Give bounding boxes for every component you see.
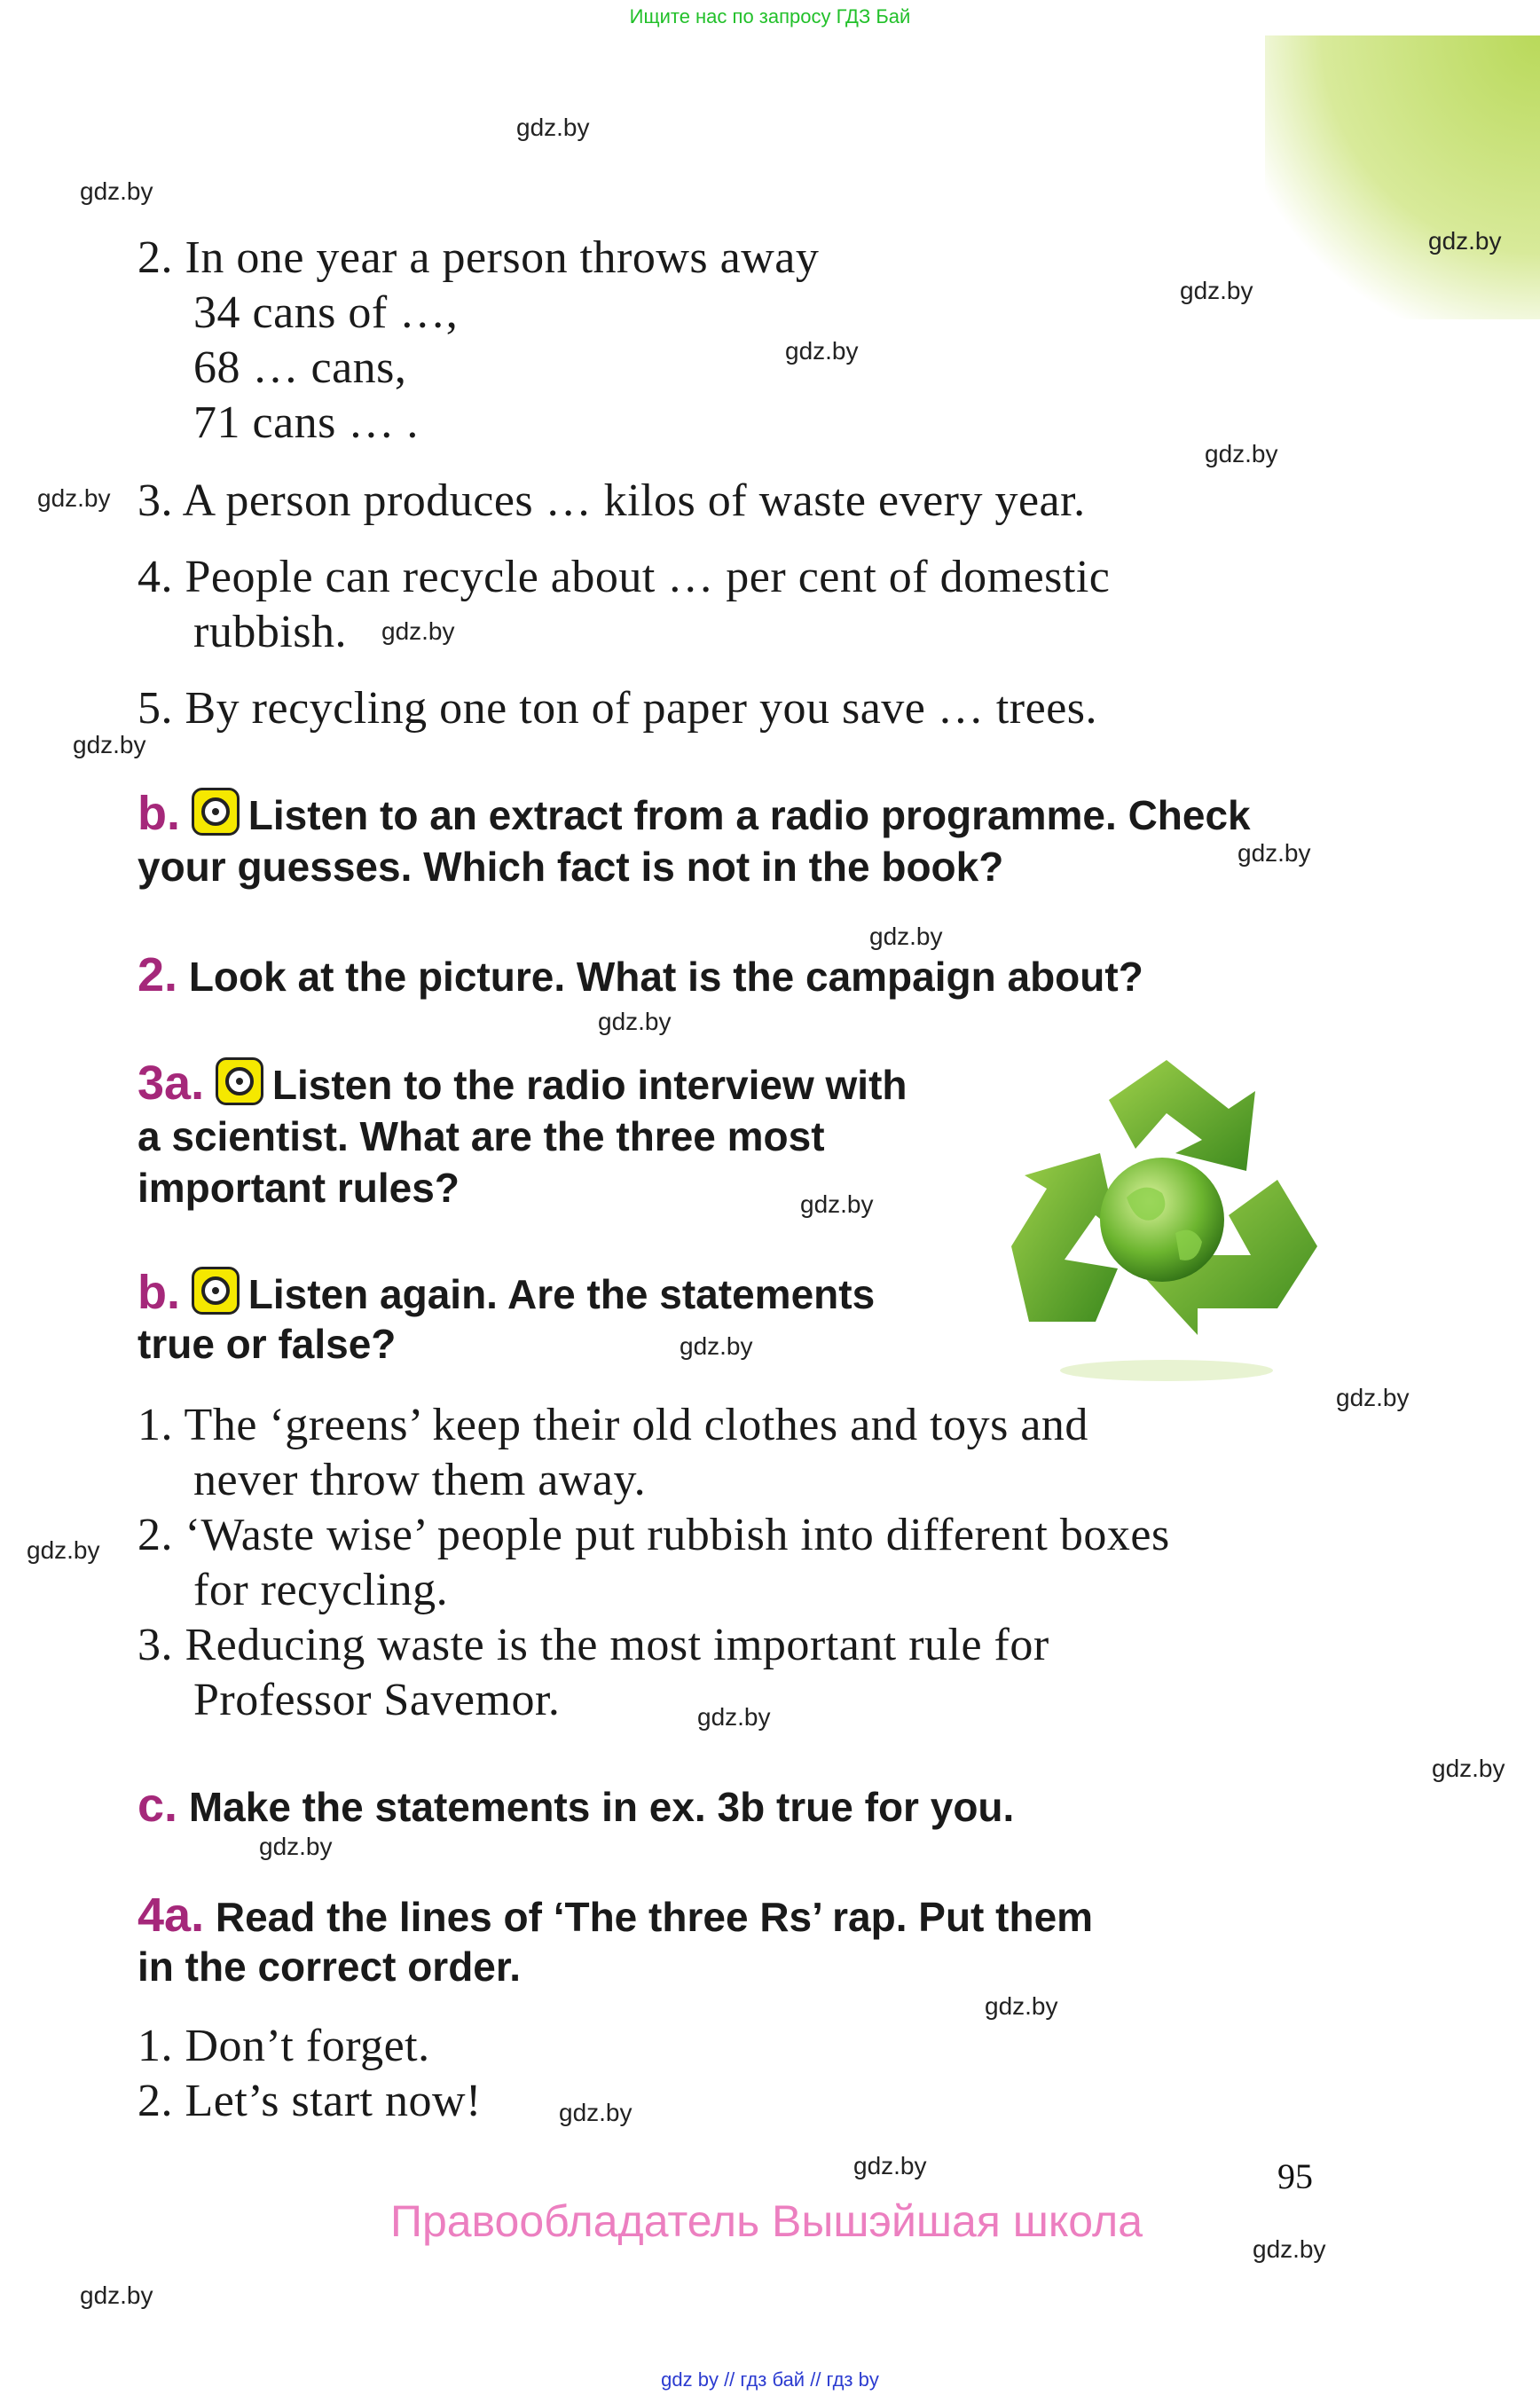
watermark: gdz.by — [381, 617, 455, 645]
ex3b-text-line2: true or false? — [138, 1321, 397, 1367]
watermark: gdz.by — [80, 177, 153, 205]
watermark: gdz.by — [680, 1332, 753, 1360]
watermark: gdz.by — [1428, 227, 1502, 255]
watermark: gdz.by — [80, 2281, 153, 2309]
watermark: gdz.by — [853, 2152, 927, 2179]
corner-decoration — [1265, 35, 1540, 319]
ex4a-text-line2: in the correct order. — [138, 1944, 522, 1990]
watermark: gdz.by — [785, 337, 859, 365]
ex1-item5: 5. By recycling one ton of paper you save … trees. — [138, 683, 1098, 734]
statement-2-line2: for recycling. — [193, 1565, 449, 1615]
ex3a-text-line3: important rules? — [138, 1165, 460, 1211]
top-banner[interactable]: Ищите нас по запросу ГДЗ Бай — [629, 5, 911, 27]
watermark: gdz.by — [1205, 440, 1278, 467]
ex1-item3: 3. A person produces … kilos of waste every year. — [138, 475, 1086, 526]
ex3c-instruction — [138, 1779, 1014, 1833]
watermark: gdz.by — [697, 1703, 771, 1731]
ex3a-label: 3a. — [138, 1056, 205, 1110]
ex1-item2-line1: 2. In one year a person throws away — [138, 232, 820, 283]
ex3a-text-line1: Listen to the radio interview with — [271, 1062, 908, 1108]
ex4a-text-line1: Read the lines of ‘The three Rs’ rap. Put them — [215, 1894, 1094, 1940]
ex1b-instruction — [138, 788, 1251, 841]
ex1b-text-line1: Listen to an extract from a radio programme. Check — [248, 792, 1251, 838]
watermark: gdz.by — [516, 114, 590, 141]
bottom-links[interactable]: gdz by // гдз бай // гдз by — [661, 2368, 879, 2391]
watermark: gdz.by — [27, 1536, 100, 1564]
ex1-item4-line2: rubbish. — [193, 607, 347, 657]
ex3c-text: Make the statements in ex. 3b true for you. — [188, 1784, 1015, 1830]
statement-3-line2: Professor Savemor. — [193, 1675, 561, 1725]
cd-audio-icon[interactable] — [192, 1267, 240, 1315]
cd-audio-icon[interactable] — [216, 1057, 263, 1105]
cd-audio-icon[interactable] — [192, 788, 240, 836]
ex3c-label: c. — [138, 1779, 178, 1832]
rap-line-2: 2. Let’s start now! — [138, 2076, 482, 2126]
ex3a-text-line2: a scientist. What are the three most — [138, 1113, 825, 1159]
statement-1-line2: never throw them away. — [193, 1455, 647, 1505]
watermark: gdz.by — [37, 484, 111, 512]
ex4a-instruction — [138, 1889, 1093, 1943]
ex1b-text-line2: your guesses. Which fact is not in the book? — [138, 844, 1004, 890]
ex1-item2-line4: 71 cans … . — [193, 397, 419, 448]
watermark: gdz.by — [559, 2099, 632, 2126]
ex3b-instruction — [138, 1267, 875, 1320]
watermark: gdz.by — [1432, 1755, 1505, 1782]
page-number: 95 — [1277, 2156, 1313, 2196]
statement-3-line1: 3. Reducing waste is the most important rule for — [138, 1620, 1049, 1670]
watermark: gdz.by — [259, 1833, 333, 1860]
ex4a-label: 4a. — [138, 1889, 205, 1942]
rap-line-1: 1. Don’t forget. — [138, 2021, 430, 2071]
ex1-item4-line1: 4. People can recycle about … per cent of domestic — [138, 552, 1111, 602]
watermark: gdz.by — [1180, 277, 1253, 304]
statement-2-line1: 2. ‘Waste wise’ people put rubbish into different boxes — [138, 1510, 1170, 1560]
ex2-label: 2. — [138, 948, 178, 1001]
ex1-item2-line3: 68 … cans, — [193, 342, 407, 393]
copyright-footer: Правообладатель Вышэйшая школа — [390, 2196, 1143, 2246]
watermark: gdz.by — [1238, 839, 1311, 867]
watermark: gdz.by — [985, 1992, 1058, 2020]
ex3a-instruction — [138, 1057, 908, 1111]
recycle-globe-image — [1011, 1056, 1322, 1384]
watermark: gdz.by — [869, 923, 943, 950]
statement-1-line1: 1. The ‘greens’ keep their old clothes and toys and — [138, 1400, 1088, 1450]
watermark: gdz.by — [598, 1008, 672, 1035]
ex2-instruction — [138, 949, 1143, 1002]
ex2-text: Look at the picture. What is the campaign about? — [188, 954, 1143, 1000]
watermark: gdz.by — [800, 1190, 874, 1218]
ex1-item2-line2: 34 cans of …, — [193, 287, 459, 338]
ex3b-label: b. — [138, 1266, 180, 1319]
watermark: gdz.by — [1253, 2235, 1326, 2263]
ex3b-text-line1: Listen again. Are the statements — [248, 1271, 876, 1317]
ex1b-label: b. — [138, 787, 180, 840]
watermark: gdz.by — [73, 731, 146, 758]
watermark: gdz.by — [1336, 1384, 1410, 1411]
